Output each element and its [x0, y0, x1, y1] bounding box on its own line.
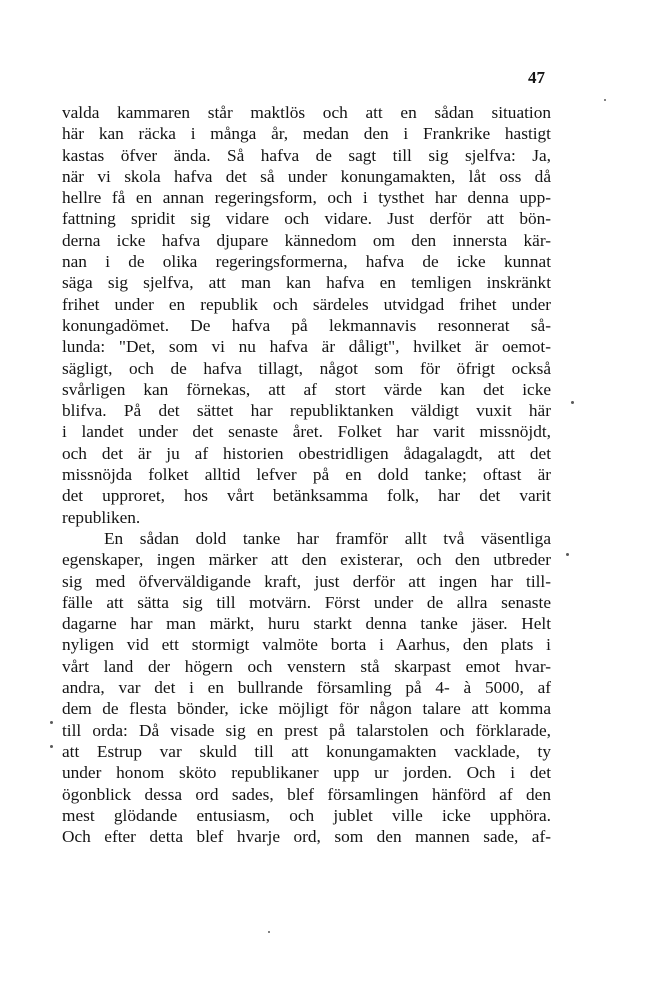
text-line: En sådan dold tanke har framför allt två väsentliga — [104, 528, 551, 548]
text-line: vårt land der högern och venstern stå skarpast emot hvar- — [62, 656, 551, 676]
text-line: säga sig sjelfva, att man kan hafva en temligen inskränkt — [62, 273, 551, 293]
text-line: valda kammaren står maktlös och att en sådan situation — [62, 103, 551, 122]
text-line: när vi skola hafva det så under konungamakten, låt oss då — [62, 166, 551, 186]
text-line: fälle att sätta sig till motvärn. Först under de allra senaste — [62, 592, 551, 612]
text-line: sägligt, och de hafva tillagt, något som för öfrigt också — [62, 358, 551, 378]
text-line: lunda: "Det, som vi nu hafva är dåligt", hvilket är oemot- — [62, 337, 551, 357]
text-line: hellre få en annan regeringsform, och i tysthet har denna upp- — [62, 188, 551, 208]
text-line: missnöjda folket alltid lefver på en dold tanke; oftast är — [62, 465, 551, 485]
text-line: sig med öfverväldigande kraft, just derför att ingen har till- — [62, 571, 551, 591]
text-line: fattning spridit sig vidare och vidare. Just derför att bön- — [62, 209, 551, 229]
text-line: Och efter detta blef hvarje ord, som den mannen sade, af- — [62, 827, 551, 847]
text-line: republiken. — [62, 507, 141, 527]
text-line: derna icke hafva djupare kännedom om den innersta kär- — [62, 230, 551, 250]
body-text — [62, 102, 551, 847]
paragraph-1 — [62, 102, 551, 528]
text-line: konungadömet. De hafva på lekmannavis resonnerat så- — [62, 315, 551, 335]
text-line: och det är ju af historien obestridligen ådagalagdt, att det — [62, 443, 551, 463]
text-line: till orda: Då visade sig en prest på talarstolen och förklarade, — [62, 720, 551, 740]
text-line: här kan räcka i många år, medan den i Frankrike hastigt — [62, 124, 551, 144]
paragraph-2 — [62, 528, 551, 847]
text-line: egenskaper, ingen märker att den existerar, och den utbreder — [62, 550, 551, 570]
print-speck — [571, 401, 574, 404]
text-line: i landet under det senaste året. Folket har varit missnöjdt, — [62, 422, 551, 442]
text-line: blifva. På det sättet har republiktanken väldigt vuxit här — [62, 401, 551, 421]
text-line: frihet under en republik och särdeles utvidgad frihet under — [62, 294, 551, 314]
text-line: under honom sköto republikaner upp ur jorden. Och i det — [62, 763, 551, 783]
page-number: 47 — [528, 68, 545, 87]
text-line: svårligen kan förnekas, att af stort värde kan det icke — [62, 379, 551, 399]
text-line: nyligen vid ett stormigt valmöte borta i Aarhus, den plats i — [62, 635, 551, 655]
print-speck — [566, 553, 569, 556]
text-line: dagarne har man märkt, huru starkt denna tanke jäser. Helt — [62, 614, 551, 634]
text-line: att Estrup var skuld till att konungamakten vacklade, ty — [62, 741, 551, 761]
print-speck — [50, 745, 53, 748]
text-line: dem de flesta bönder, icke möjligt för någon talare att komma — [62, 699, 551, 719]
print-speck — [604, 99, 606, 101]
print-speck — [50, 721, 53, 724]
text-line: det upproret, hos vårt betänksamma folk, har det varit — [62, 486, 551, 506]
text-line: ögonblick dessa ord sades, blef församlingen hänförd af den — [62, 784, 551, 804]
text-line: andra, var det i en bullrande församling på 4- à 5000, af — [62, 678, 551, 698]
text-line: kastas öfver ända. Så hafva de sagt till sig sjelfva: Ja, — [62, 145, 551, 165]
print-speck — [268, 931, 270, 933]
text-line: mest glödande entusiasm, och jublet ville icke upphöra. — [62, 805, 551, 825]
text-line: nan i de olika regeringsformerna, hafva de icke kunnat — [62, 252, 551, 272]
